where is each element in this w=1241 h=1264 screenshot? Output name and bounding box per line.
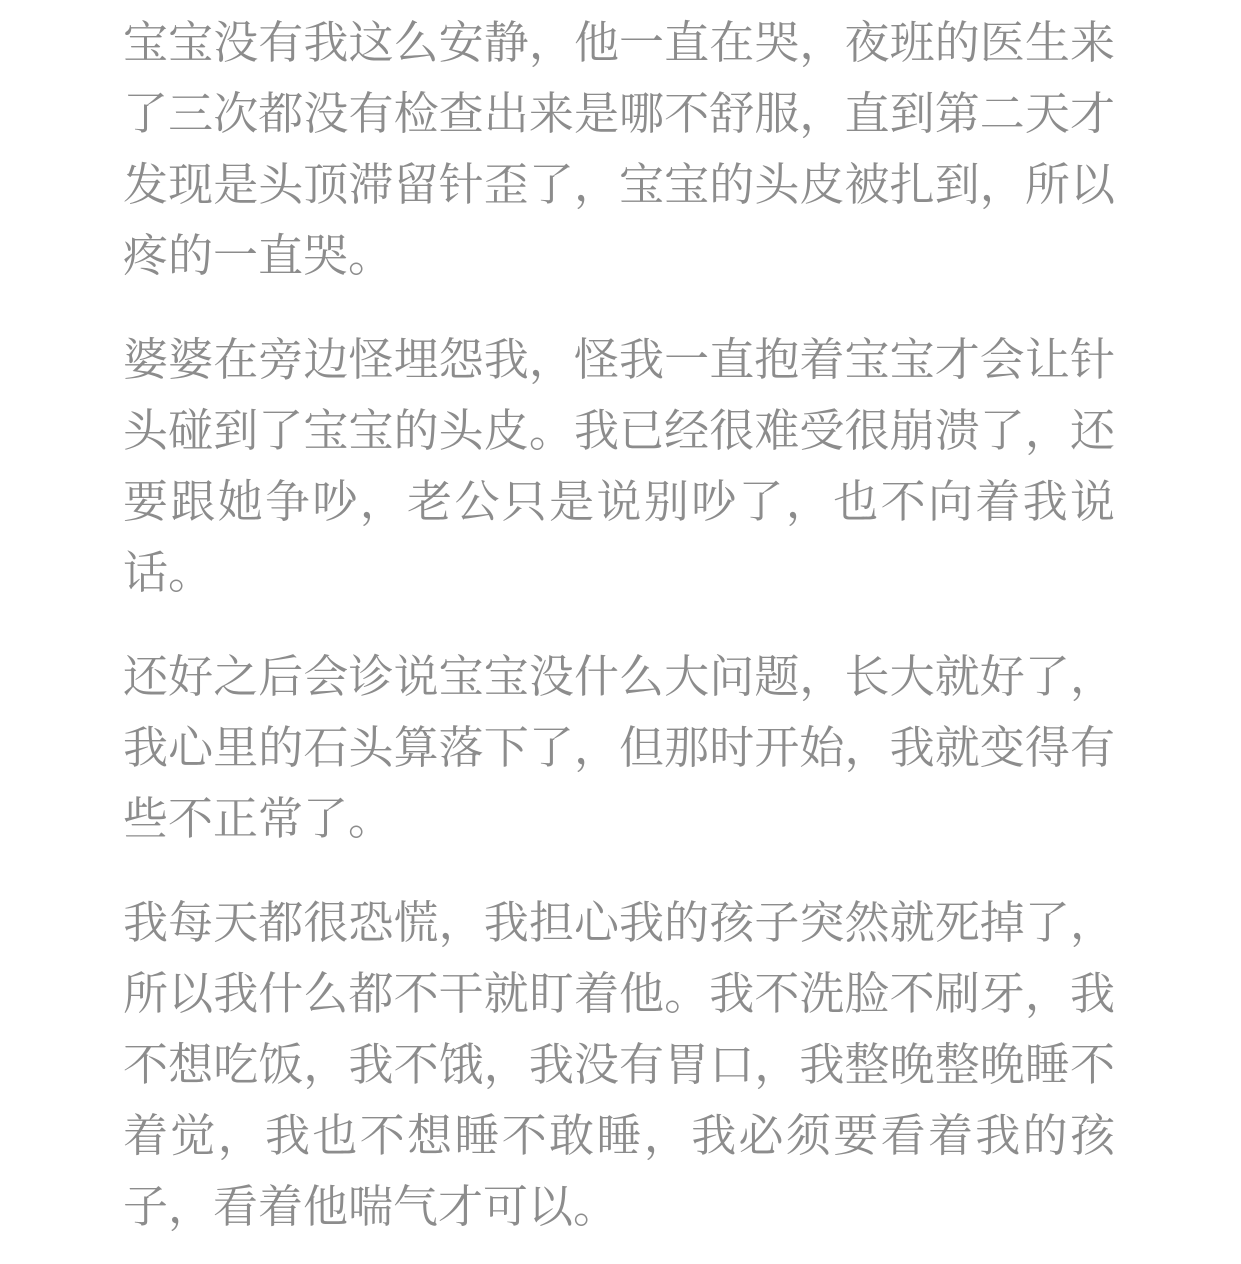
paragraph: 宝宝没有我这么安静，他一直在哭，夜班的医生来了三次都没有检查出来是哪不舒服，直到第二天才发现是头顶滞留针歪了，宝宝的头皮被扎到，所以疼的一直哭。 xyxy=(123,17,1115,281)
paragraph: 还好之后会诊说宝宝没什么大问题，长大就好了，我心里的石头算落下了，但那时开始，我就变得有些不正常了。 xyxy=(123,651,1115,844)
paragraph: 婆婆在旁边怪埋怨我，怪我一直抱着宝宝才会让针头碰到了宝宝的头皮。我已经很难受很崩溃了，还要跟她争吵，老公只是说别吵了，也不向着我说话。 xyxy=(123,334,1115,598)
paragraph: 我每天都很恐慌，我担心我的孩子突然就死掉了，所以我什么都不干就盯着他。我不洗脸不刷牙，我不想吃饭，我不饿，我没有胃口，我整晚整晚睡不着觉，我也不想睡不敢睡，我必须要看着我的孩子，看着他喘气才可以。 xyxy=(123,897,1115,1232)
